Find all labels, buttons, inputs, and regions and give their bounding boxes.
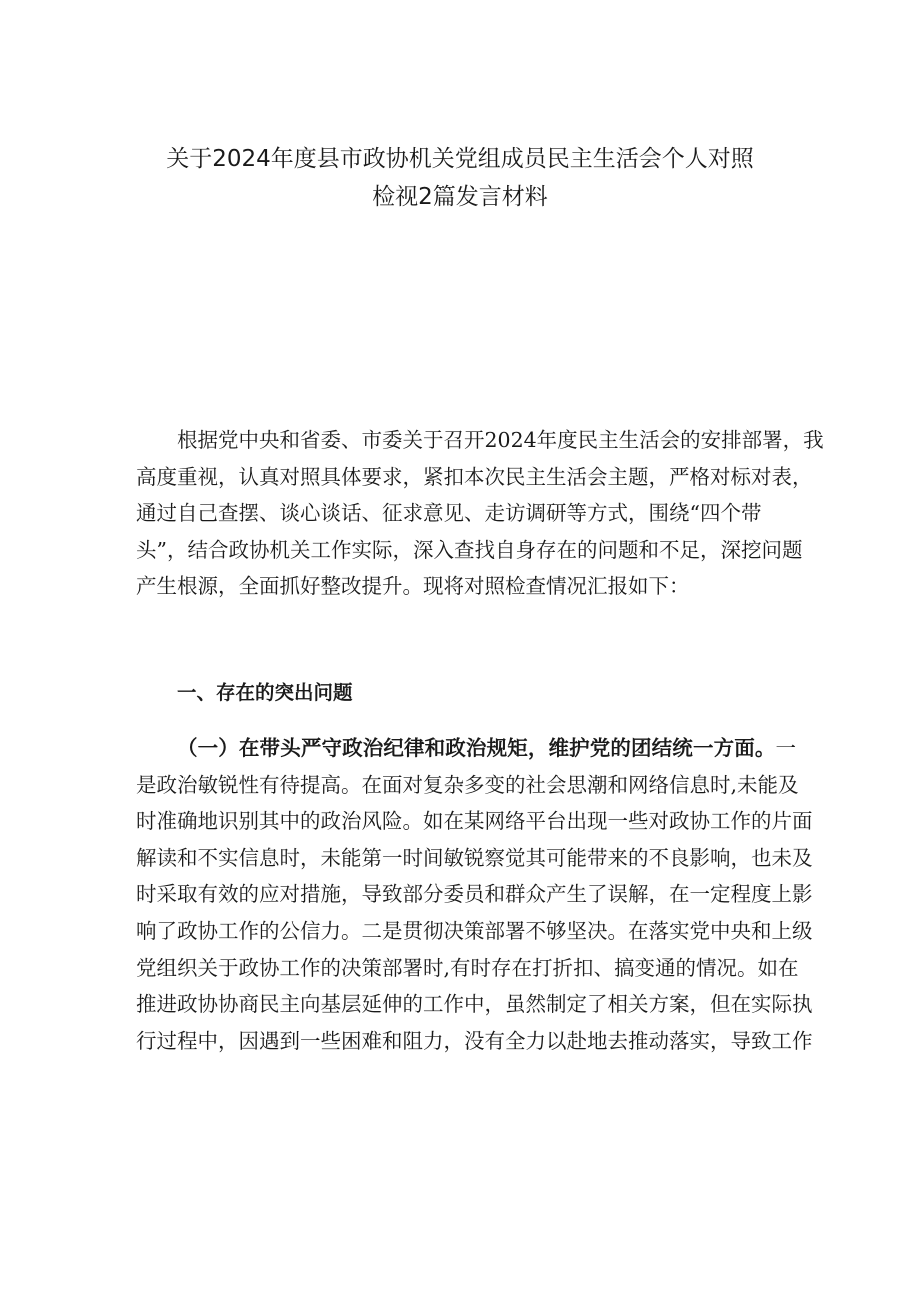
- section-heading: 一、存在的突出问题: [177, 681, 353, 704]
- paragraph-line: 时采取有效的应对措施，导致部分委员和群众产生了误解，在一定程度上影: [136, 882, 813, 907]
- paragraph-line: 党组织关于政协工作的决策部署时,有时存在打折扣、搞变通的情况。如在: [136, 955, 799, 980]
- paragraph-line: 推进政协协商民主向基层延伸的工作中，虽然制定了相关方案，但在实际执: [136, 992, 813, 1017]
- paragraph-line: 时准确地识别其中的政治风险。如在某网络平台出现一些对政协工作的片面: [136, 809, 813, 834]
- document-title: [0, 140, 920, 216]
- title-line-1: 关于2024年度县市政协机关党组成员民主生活会个人对照: [166, 146, 754, 172]
- paragraph-text: 一: [775, 736, 796, 760]
- paragraph-line: 解读和不实信息时，未能第一时间敏锐察觉其可能带来的不良影响，也未及: [136, 845, 813, 870]
- paragraph-line: 头”，结合政协机关工作实际，深入查找自身存在的问题和不足，深挖问题: [136, 537, 803, 562]
- paragraph-line: 是政治敏锐性有待提高。在面对复杂多变的社会思潮和网络信息时,未能及: [136, 772, 799, 797]
- paragraph-line: 高度重视，认真对照具体要求，紧扣本次民主生活会主题，严格对标对表，: [136, 464, 813, 489]
- title-line-2: 检视2篇发言材料: [372, 184, 548, 210]
- paragraph-line: [136, 730, 796, 767]
- paragraph-line: 响了政协工作的公信力。二是贯彻决策部署不够坚决。在落实党中央和上级: [136, 918, 813, 943]
- subsection-paragraph: [136, 730, 813, 1059]
- subsection-heading: （一）在带头严守政治纪律和政治规矩，维护党的团结统一方面。: [177, 736, 776, 760]
- paragraph-line: 产生根源，全面抓好整改提升。现将对照检查情况汇报如下：: [136, 574, 690, 599]
- intro-paragraph: [136, 422, 824, 605]
- paragraph-line: 根据党中央和省委、市委关于召开2024年度民主生活会的安排部署，我: [177, 428, 824, 452]
- paragraph-line: 行过程中，因遇到一些困难和阻力，没有全力以赴地去推动落实，导致工作: [136, 1028, 813, 1053]
- paragraph-line: 通过自己查摆、谈心谈话、征求意见、走访调研等方式，围绕“四个带: [136, 501, 762, 526]
